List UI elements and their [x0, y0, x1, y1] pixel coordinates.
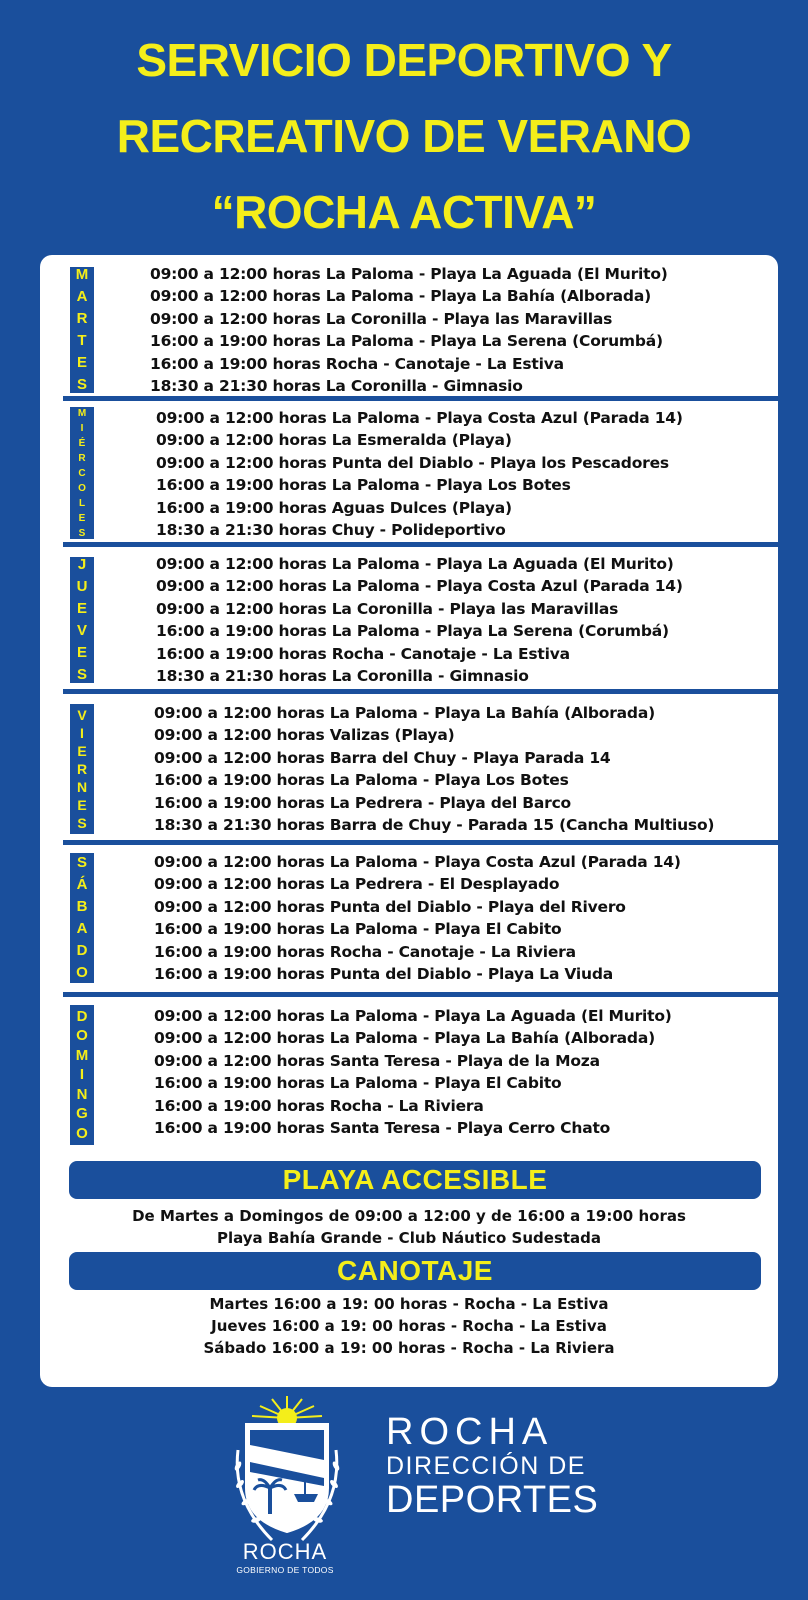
day-label-miercoles	[70, 407, 94, 539]
schedule-row: 09:00 a 12:00 horas La Paloma - Playa Costa Azul (Parada 14)	[156, 577, 683, 596]
schedule-row: 09:00 a 12:00 horas La Coronilla - Playa las Maravillas	[150, 309, 613, 328]
brand-line-3: DEPORTES	[386, 1479, 599, 1521]
day-letter: M	[75, 1046, 89, 1064]
schedule-row: 09:00 a 12:00 horas Punta del Diablo - Playa del Rivero	[154, 897, 626, 916]
canotaje-line: Jueves 16:00 a 19: 00 horas - Rocha - La Estiva	[211, 1317, 607, 1335]
day-letter: J	[77, 556, 87, 573]
day-letter: A	[76, 920, 88, 937]
day-letter: A	[76, 288, 88, 305]
schedule-row: 16:00 a 19:00 horas Rocha - Canotaje - La Riviera	[154, 942, 576, 961]
accesible-place: Playa Bahía Grande - Club Náutico Sudestada	[216, 1229, 602, 1247]
canotaje-line: Sábado 16:00 a 19: 00 horas - Rocha - La Riviera	[203, 1339, 615, 1357]
day-letter: E	[76, 354, 87, 371]
day-letter: Á	[76, 876, 88, 893]
schedule-row: 18:30 a 21:30 horas La Coronilla - Gimnasio	[150, 377, 523, 396]
schedule-rows	[154, 1005, 672, 1139]
schedule-row: 09:00 a 12:00 horas La Paloma - Playa La Bahía (Alborada)	[154, 1029, 655, 1048]
day-block-viernes	[40, 700, 778, 836]
brand-line-2: DIRECCIÓN DE	[386, 1452, 586, 1480]
canotaje-line: Martes 16:00 a 19: 00 horas - Rocha - La Estiva	[209, 1295, 609, 1313]
day-letter: S	[76, 854, 87, 871]
day-letter: E	[76, 600, 87, 617]
day-letter: É	[78, 437, 86, 449]
day-letter: I	[79, 1066, 85, 1084]
schedule-row: 16:00 a 19:00 horas La Paloma - Playa La Serena (Corumbá)	[156, 622, 669, 641]
schedule-row: 16:00 a 19:00 horas La Paloma - Playa El Cabito	[154, 920, 562, 939]
schedule-row: 09:00 a 12:00 horas La Paloma - Playa La Aguada (El Murito)	[150, 265, 668, 283]
schedule-row: 16:00 a 19:00 horas Rocha - Canotaje - La Estiva	[156, 644, 570, 663]
day-letter: O	[76, 1027, 88, 1045]
title-line-1: SERVICIO DEPORTIVO Y	[136, 34, 672, 86]
day-letter: O	[76, 1124, 88, 1142]
schedule-row: 09:00 a 12:00 horas La Paloma - Playa Costa Azul (Parada 14)	[156, 409, 683, 427]
day-letter: D	[76, 1007, 88, 1025]
schedule-row: 16:00 a 19:00 horas La Paloma - Playa Los Botes	[156, 476, 571, 495]
day-letter: L	[78, 497, 86, 509]
seal-caption	[210, 1540, 360, 1576]
schedule-row: 18:30 a 21:30 horas Barra de Chuy - Parada 15 (Cancha Multiuso)	[154, 816, 715, 835]
day-letter: S	[78, 527, 86, 539]
schedule-row: 18:30 a 21:30 horas Chuy - Polideportivo	[156, 521, 506, 540]
day-label-viernes	[70, 704, 94, 834]
schedule-row: 09:00 a 12:00 horas Valizas (Playa)	[154, 726, 455, 745]
accesible-banner: PLAYA ACCESIBLE	[69, 1161, 761, 1199]
canotaje-banner: CANOTAJE	[69, 1252, 761, 1290]
day-divider	[63, 992, 778, 997]
schedule-row: 16:00 a 19:00 horas Punta del Diablo - Playa La Viuda	[154, 965, 614, 984]
day-letter: U	[76, 578, 88, 595]
day-block-jueves	[40, 551, 778, 685]
schedule-row: 09:00 a 12:00 horas La Paloma - Playa La Aguada (El Murito)	[154, 1007, 672, 1025]
schedule-row: 16:00 a 19:00 horas Aguas Dulces (Playa)	[156, 498, 512, 517]
schedule-row: 16:00 a 19:00 horas La Pedrera - Playa del Barco	[154, 793, 572, 812]
poster-title	[0, 22, 808, 250]
schedule-row: 16:00 a 19:00 horas Santa Teresa - Playa Cerro Chato	[154, 1119, 611, 1138]
schedule-row: 09:00 a 12:00 horas La Coronilla - Playa las Maravillas	[156, 599, 619, 618]
schedule-row: 16:00 a 19:00 horas La Paloma - Playa Los Botes	[154, 771, 569, 790]
schedule-rows	[154, 851, 681, 985]
day-letter: T	[77, 332, 87, 349]
schedule-row: 09:00 a 12:00 horas Santa Teresa - Playa de la Moza	[154, 1051, 600, 1070]
day-letter: O	[78, 482, 86, 494]
schedule-row: 16:00 a 19:00 horas Rocha - Canotaje - La Estiva	[150, 354, 564, 373]
day-letter: E	[77, 797, 87, 813]
day-letter: S	[76, 376, 87, 393]
day-block-miercoles	[40, 405, 778, 539]
schedule-rows	[150, 263, 668, 397]
day-letter: E	[77, 743, 87, 759]
day-letter: B	[76, 898, 88, 915]
schedule-row: 16:00 a 19:00 horas La Paloma - Playa El Cabito	[154, 1074, 562, 1093]
day-letter: M	[75, 266, 89, 283]
schedule-row: 09:00 a 12:00 horas La Pedrera - El Desplayado	[154, 875, 560, 894]
schedule-row: 09:00 a 12:00 horas La Paloma - Playa La Bahía (Alborada)	[150, 287, 651, 306]
day-letter: R	[78, 452, 86, 464]
seal-name: ROCHA	[242, 1539, 328, 1564]
footer	[0, 1390, 808, 1600]
schedule-rows	[154, 702, 714, 836]
day-letter: V	[76, 622, 87, 639]
day-letter: E	[78, 512, 86, 524]
schedule-row: 16:00 a 19:00 horas La Paloma - Playa La Serena (Corumbá)	[150, 332, 663, 351]
day-divider	[63, 396, 778, 401]
day-letter: O	[76, 964, 88, 981]
schedule-row: 09:00 a 12:00 horas La Paloma - Playa Costa Azul (Parada 14)	[154, 853, 681, 871]
day-divider	[63, 840, 778, 845]
day-block-martes	[40, 261, 778, 395]
day-letter: C	[78, 467, 86, 479]
brand-logo	[386, 1412, 598, 1520]
brand-line-1: ROCHA	[386, 1411, 554, 1453]
day-letter: D	[76, 942, 88, 959]
day-label-domingo	[70, 1005, 94, 1145]
day-letter: I	[80, 725, 84, 741]
schedule-row: 16:00 a 19:00 horas Rocha - La Riviera	[154, 1096, 484, 1115]
title-line-2: RECREATIVO DE VERANO	[116, 110, 692, 162]
day-letter: E	[76, 644, 87, 661]
title-line-3: “ROCHA ACTIVA”	[211, 186, 597, 238]
day-label-jueves	[70, 557, 94, 683]
schedule-rows	[156, 553, 683, 687]
seal-tagline: GOBIERNO DE TODOS	[236, 1565, 334, 1575]
day-letter: S	[76, 666, 87, 683]
accesible-days: De Martes a Domingos de 09:00 a 12:00 y de 16:00 a 19:00 horas	[132, 1207, 686, 1225]
schedule-row: 09:00 a 12:00 horas Punta del Diablo - Playa los Pescadores	[156, 453, 669, 472]
day-label-martes	[70, 267, 94, 393]
day-label-sabado	[70, 853, 94, 983]
day-block-domingo	[40, 1003, 778, 1143]
schedule-row: 09:00 a 12:00 horas La Esmeralda (Playa)	[156, 431, 512, 450]
schedule-panel	[40, 255, 778, 1387]
day-letter: V	[77, 707, 87, 723]
day-letter: I	[80, 422, 84, 434]
schedule-rows	[156, 407, 683, 541]
schedule-row: 18:30 a 21:30 horas La Coronilla - Gimnasio	[156, 667, 529, 686]
schedule-row: 09:00 a 12:00 horas Barra del Chuy - Playa Parada 14	[154, 748, 611, 767]
day-block-sabado	[40, 849, 778, 985]
day-letter: R	[76, 310, 88, 327]
day-divider	[63, 689, 778, 694]
day-letter: R	[76, 761, 88, 777]
day-letter: S	[77, 815, 87, 831]
day-letter: G	[76, 1105, 88, 1123]
schedule-row: 09:00 a 12:00 horas La Paloma - Playa La Aguada (El Murito)	[156, 555, 674, 573]
day-divider	[63, 542, 778, 547]
schedule-row: 09:00 a 12:00 horas La Paloma - Playa La Bahía (Alborada)	[154, 704, 655, 722]
day-letter: N	[76, 779, 88, 795]
day-letter: N	[76, 1085, 88, 1103]
rocha-seal-icon	[228, 1390, 346, 1548]
day-letter: M	[77, 407, 87, 419]
